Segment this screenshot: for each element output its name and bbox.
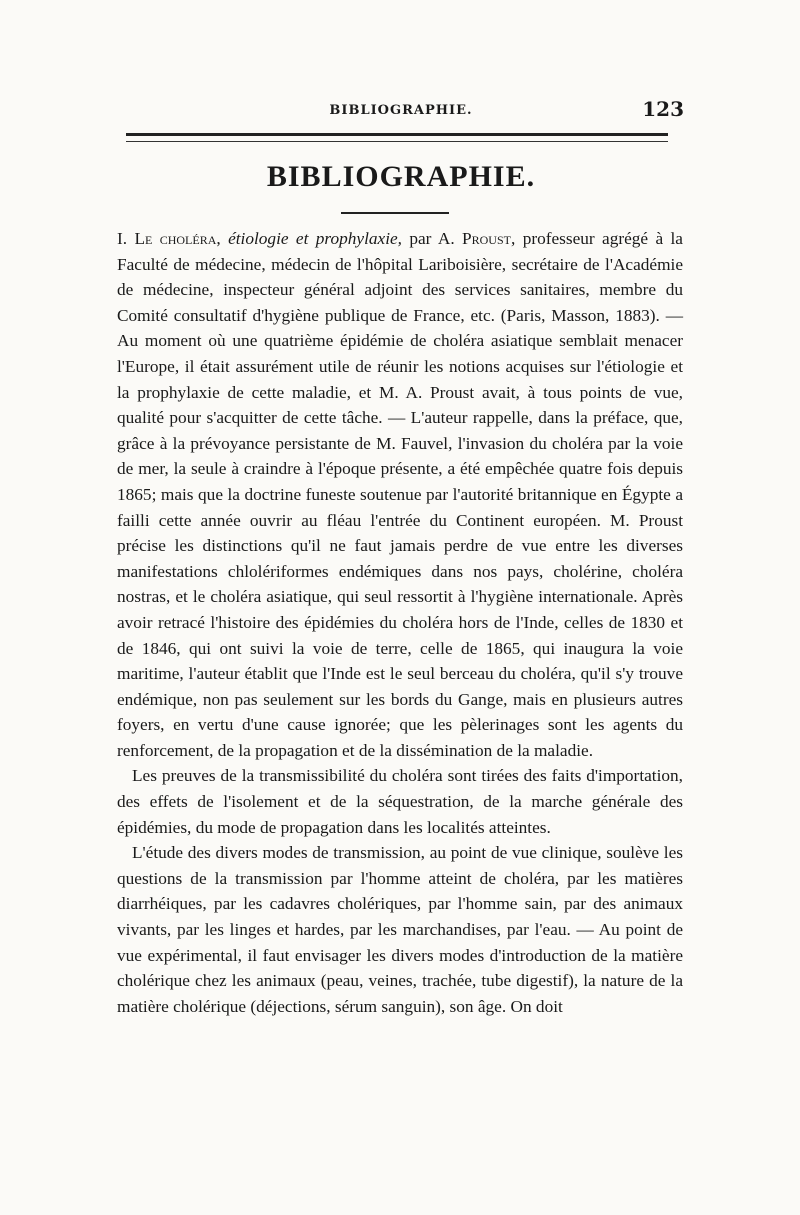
review-body — [117, 226, 683, 1019]
running-head — [118, 97, 684, 121]
entry-paragraph-2: Les preuves de la transmissibilité du choléra sont tirées des faits d'importation, des effets de l'isolement et de la séquestration, de la marche générale des épidémies, du mode de propagation dans les localités atteintes. — [117, 766, 683, 837]
paragraph-1-text: professeur agrégé à la Faculté de médecine, médecin de l'hôpital Lariboisière, secrétaire de l'Académie de médecine, inspecteur général adjoint des services sanitaires, membre du Comité consultatif d'hygiène publique de France, etc. (Paris, Masson, 1883). — Au moment où une quatrième épidémie de choléra asiatique semblait menacer l'Europe, il était assurément utile de réunir les notions acquises sur l'étiologie et la prophylaxie de cette maladie, et M. A. Proust avait, à tous points de vue, qualité pour s'acquitter de cette tâche. — L'auteur rappelle, dans la préface, que, grâce à la prévoyance persistante de M. Fauvel, l'invasion du choléra par la voie de mer, la seule à craindre à l'époque présente, a été empêchée quatre fois depuis 1865; mais que la doctrine funeste soutenue par l'autorité britannique en Égypte a failli cette année ouvrir au fléau l'entrée du Continent européen. M. Proust précise les distinctions qu'il ne faut jamais perdre de vue entre les diverses manifestations chlolériformes endémiques dans nos pays, cholérine, choléra nostras, et le choléra asiatique, qui seul ressortit à l'hygiène internationale. Après avoir retracé l'histoire des épidémies du choléra hors de l'Inde, celles de 1830 et de 1846, qui ont suivi la voie de terre, celle de 1865, qui inaugura la voie maritime, l'auteur établit que l'Inde est le seul berceau du choléra, qu'il s'y trouve endémique, non pas seulement sur les bords du Gange, mais en plusieurs autres foyers, en vertu d'une cause ignorée; que les pèlerinages sont les agents du renforcement, de la propagation et de la dissémination de la maladie. — [117, 229, 683, 760]
header-rule — [126, 133, 668, 147]
by-text: par A. — [409, 229, 455, 248]
title-rule — [341, 212, 449, 214]
entry-paragraph-3: L'étude des divers modes de transmission, au point de vue clinique, soulève les questions de la transmission par l'homme atteint de choléra, par les matières diarrhéiques, par les cadavres cholériques, par l'homme sain, par des animaux vivants, par les linges et hardes, par les marchandises, par l'eau. — Au point de vue expérimental, il faut envisager les divers modes d'introduction de la matière cholérique chez les animaux (peau, veines, trachée, tube digestif), la nature de la matière cholérique (déjections, sérum sanguin), son âge. On doit — [117, 843, 683, 1016]
page-title: BIBLIOGRAPHIE. — [266, 160, 536, 193]
page-number: 123 — [642, 97, 684, 121]
entry-paragraph-1 — [117, 226, 683, 763]
author-name: Proust, — [462, 229, 516, 248]
work-title: Le choléra, — [134, 229, 221, 248]
work-subtitle: étiologie et prophylaxie, — [228, 229, 402, 248]
header-rule-thick — [126, 133, 668, 136]
entry-number: I. — [117, 229, 128, 248]
running-title: BIBLIOGRAPHIE. — [329, 103, 473, 118]
header-rule-thin — [126, 141, 668, 142]
